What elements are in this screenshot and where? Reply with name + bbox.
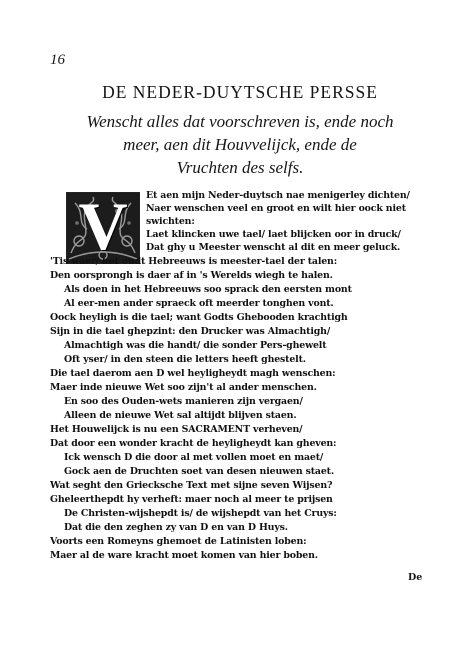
poem-line: Als doen in het Hebreeuws soo sprack den eersten mont [64, 284, 352, 295]
subtitle-line: Wenscht alles dat voorschreven is, ende noch [86, 112, 394, 131]
poem-line: Laet klincken uwe tael/ laet blijcken oor in druck/ [146, 229, 401, 240]
poem-line: Gock aen de Druchten soet van desen nieuwen staet. [64, 466, 334, 477]
poem-line: swichten: [146, 216, 195, 227]
subtitle-line: meer, aen dit Houvvelijck, ende de [123, 135, 357, 154]
poem-line: Oock heyligh is die tael; want Godts Ghebooden krachtigh [50, 312, 348, 323]
poem-line: Sijn in die tael ghepzint: den Drucker was Almachtigh/ [50, 326, 331, 337]
poem-line: Dat ghy u Meester wenscht al dit en meer geluck. [146, 242, 401, 253]
poem-line: Oft yser/ in den steen die letters heeft ghestelt. [64, 354, 306, 365]
poem-line: Alleen de nieuwe Wet sal altijdt blijven staen. [64, 410, 297, 421]
poem-line: Al eer-men ander spraeck oft meerder tonghen vont. [64, 298, 334, 309]
subtitle-line: Vruchten des selfs. [176, 158, 304, 177]
poem-line: Almachtigh was die handt/ die sonder Pers-ghewelt [64, 340, 327, 351]
poem-line: Et aen mijn Neder-duytsch nae menigerley dichten/ [146, 190, 410, 201]
page-number: 16 [50, 52, 65, 68]
poem-line: Gheleerthepdt hy verheft: maer noch al meer te prijsen [50, 494, 333, 505]
poem-line: Den oorsprongh is daer af in 's Werelds wiegh te halen. [50, 270, 333, 281]
running-head: DE NEDER-DUYTSCHE PERSSE [102, 82, 378, 102]
poem-line: De Christen-wijshepdt is/ de wijshepdt van het Cruys: [64, 508, 337, 519]
poem-line: Ick wensch D die door al met vollen moet en maet/ [64, 452, 324, 463]
poem-line: Dat door een wonder kracht de heyligheydt kan gheven: [50, 438, 337, 449]
poem-line: Voorts een Romeyns ghemoet de Latinisten loben: [50, 536, 307, 547]
poem-line: Wat seght den Griecksche Text met sijne seven Wijsen? [50, 480, 333, 491]
poem-line: Maer al de ware kracht moet komen van hier boben. [50, 550, 318, 561]
poem-line: Die tael daerom aen D wel heyligheydt magh wenschen: [50, 368, 336, 379]
poem-line: En soo des Ouden-wets manieren zijn vergaen/ [64, 396, 303, 407]
poem-line: Naer wenschen veel en groot en wilt hier oock niet [146, 203, 406, 214]
poem-line: Maer inde nieuwe Wet soo zijn't al ander menschen. [50, 382, 317, 393]
initial-letter: V [78, 192, 128, 264]
poem-line: 'Tis waer/ het oudt Hebreeuws is meester-tael der talen: [50, 256, 338, 267]
catchword: De [408, 572, 423, 583]
decorated-initial [66, 192, 140, 264]
subtitle [60, 110, 420, 179]
poem-line: Dat die den zeghen zy van D en van D Huys. [64, 522, 288, 533]
poem-line: Het Houwelijck is nu een SACRAMENT verheven/ [50, 424, 303, 435]
